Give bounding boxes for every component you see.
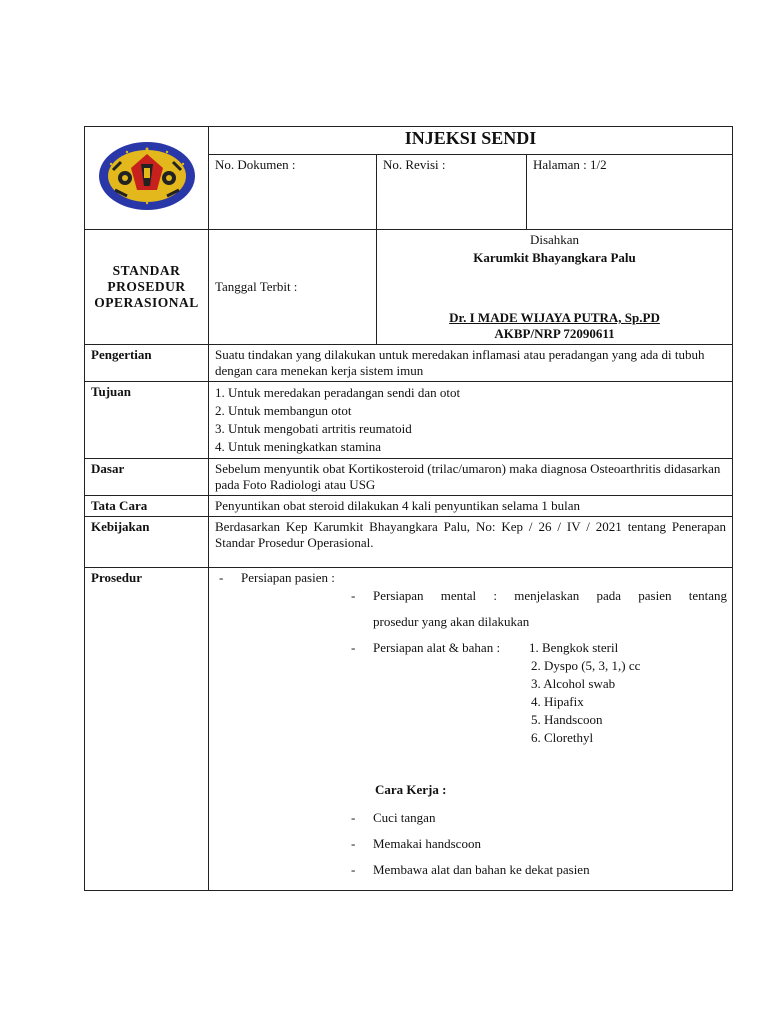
document-title: INJEKSI SENDI [209, 127, 733, 155]
pengertian-label: Pengertian [85, 345, 209, 382]
signer-name: Dr. I MADE WIJAYA PUTRA, Sp.PD [449, 310, 660, 325]
sop-table [84, 126, 733, 891]
tujuan-item: 3. Untuk mengobati artritis reumatoid [215, 421, 412, 436]
sop-document [84, 126, 732, 908]
cara-kerja-item: Membawa alat dan bahan ke dekat pasien [373, 862, 590, 877]
halaman-field: Halaman : 1/2 [527, 155, 733, 230]
prosedur-label: Prosedur [85, 568, 209, 891]
cara-kerja-title: Cara Kerja : [375, 782, 447, 797]
bullet-dash: - [351, 862, 356, 877]
approval-cell [377, 230, 733, 345]
kebijakan-text: Berdasarkan Kep Karumkit Bhayangkara Palu, No: Kep / 26 / IV / 2021 tentang Penerapan Standar Prosedur Operasional. [209, 517, 733, 568]
persiapan-pasien-label: Persiapan pasien : [241, 570, 335, 585]
pengertian-text: Suatu tindakan yang dilakukan untuk meredakan inflamasi atau peradangan yang ada di tubuh dengan cara menekan kerja sistem imun [209, 345, 733, 382]
bullet-dash: - [351, 588, 356, 603]
dasar-label: Dasar [85, 459, 209, 496]
bullet-dash: - [219, 570, 224, 585]
alat-item: 4. Hipafix [531, 694, 584, 709]
tujuan-item: 1. Untuk meredakan peradangan sendi dan otot [215, 385, 461, 400]
alat-item: 3. Alcohol swab [531, 676, 616, 691]
no-dokumen-field: No. Dokumen : [209, 155, 377, 230]
dasar-text: Sebelum menyuntik obat Kortikosteroid (trilac/umaron) maka diagnosa Osteoarthritis didasarkan pada Foto Radiologi atau USG [209, 459, 733, 496]
tujuan-cell [209, 382, 733, 459]
sop-line-3: OPERASIONAL [94, 295, 199, 310]
tujuan-item: 2. Untuk membangun otot [215, 403, 352, 418]
tata-cara-text: Penyuntikan obat steroid dilakukan 4 kali penyuntikan selama 1 bulan [209, 496, 733, 517]
persiapan-mental-line2: prosedur yang akan dilakukan [373, 614, 530, 629]
cara-kerja-item: Memakai handscoon [373, 836, 481, 851]
persiapan-alat-label: Persiapan alat & bahan : [373, 640, 501, 655]
sop-label-cell [85, 230, 209, 345]
hospital-logo-emblem [97, 140, 197, 212]
alat-item: 2. Dyspo (5, 3, 1,) cc [531, 658, 641, 673]
bullet-dash: - [351, 640, 356, 655]
logo-cell [85, 127, 209, 230]
disahkan-label: Disahkan [529, 232, 580, 247]
signer-id: AKBP/NRP 72090611 [494, 326, 615, 341]
persiapan-mental-line1: Persiapan mental : menjelaskan pada pasien tentang [373, 588, 727, 603]
sop-line-2: PROSEDUR [107, 279, 186, 294]
bullet-dash: - [351, 810, 356, 825]
alat-item: 5. Handscoon [531, 712, 603, 727]
tanggal-terbit-field: Tanggal Terbit : [209, 230, 377, 345]
prosedur-cell [209, 568, 733, 891]
tujuan-item: 4. Untuk meningkatkan stamina [215, 439, 382, 454]
sop-line-1: STANDAR [112, 263, 181, 278]
institution-name: Karumkit Bhayangkara Palu [473, 250, 636, 265]
tata-cara-label: Tata Cara [85, 496, 209, 517]
bullet-dash: - [351, 836, 356, 851]
alat-item: 6. Clorethyl [531, 730, 594, 745]
alat-item: 1. Bengkok steril [529, 640, 619, 655]
kebijakan-label: Kebijakan [85, 517, 209, 568]
cara-kerja-item: Cuci tangan [373, 810, 436, 825]
no-revisi-field: No. Revisi : [377, 155, 527, 230]
tujuan-label: Tujuan [85, 382, 209, 459]
signer-block [377, 310, 732, 342]
